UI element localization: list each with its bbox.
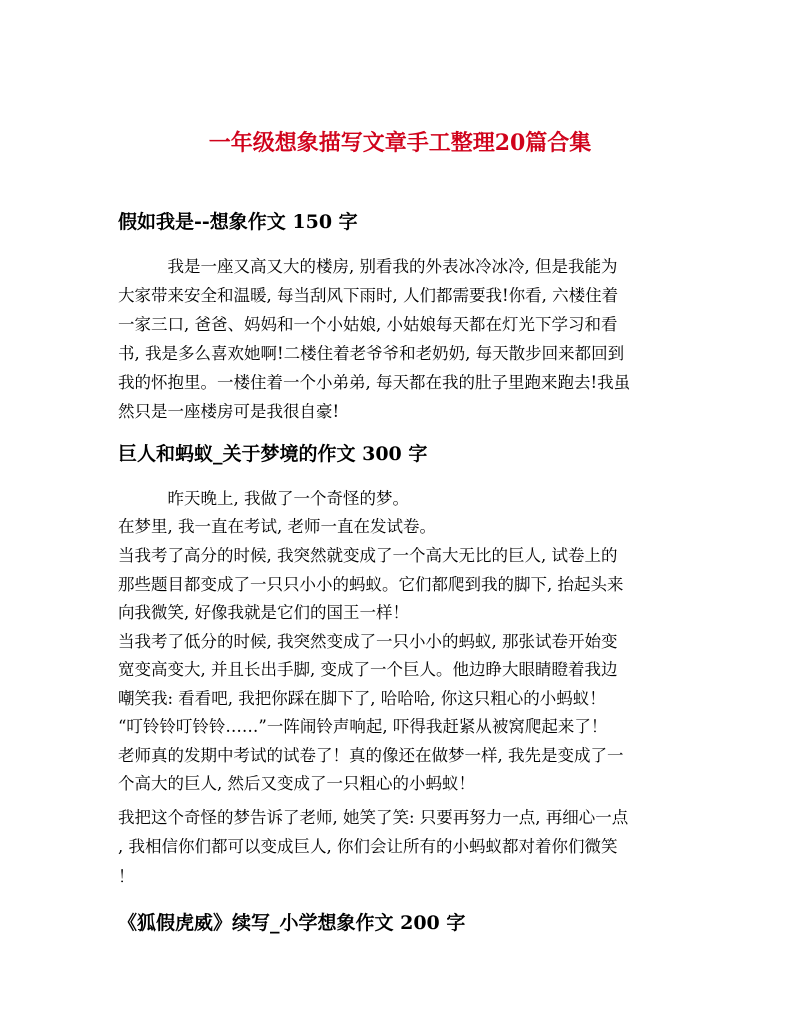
paragraph-line: 我是一座又高又大的楼房, 别看我的外表冰冷冰冷, 但是我能为 xyxy=(118,257,618,276)
section-heading: 巨人和蚂蚁_关于梦境的作文 300 字 xyxy=(118,443,428,465)
paragraph-line: 我的怀抱里。一楼住着一个小弟弟, 每天都在我的肚子里跑来跑去!我虽 xyxy=(118,373,631,392)
paragraph-line: ！ xyxy=(118,867,135,886)
section-heading: 假如我是--想象作文 150 字 xyxy=(118,211,358,233)
paragraph-line: 一家三口, 爸爸、妈妈和一个小姑娘, 小姑娘每天都在灯光下学习和看 xyxy=(118,315,618,334)
paragraph-line: 那些题目都变成了一只只小小的蚂蚁。它们都爬到我的脚下, 抬起头来 xyxy=(118,575,624,594)
paragraph-line: , 我相信你们都可以变成巨人, 你们会让所有的小蚂蚁都对着你们微笑 xyxy=(118,837,618,856)
paragraph-line: 在梦里, 我一直在考试, 老师一直在发试卷。 xyxy=(118,517,436,536)
paragraph-line: 宽变高变大, 并且长出手脚, 变成了一个巨人。他边睁大眼睛瞪着我边 xyxy=(118,660,618,679)
section-heading: 《狐假虎威》续写_小学想象作文 200 字 xyxy=(118,912,466,934)
paragraph-line: 当我考了高分的时候, 我突然就变成了一个高大无比的巨人, 试卷上的 xyxy=(118,546,618,565)
paragraph-line: 然只是一座楼房可是我很自豪! xyxy=(118,402,340,421)
paragraph-line: 个高大的巨人, 然后又变成了一只粗心的小蚂蚁！ xyxy=(118,774,475,793)
document-title: 一年级想象描写文章手工整理20篇合集 xyxy=(208,130,592,156)
paragraph-line: 大家带来安全和温暖, 每当刮风下雨时, 人们都需要我!你看, 六楼住着 xyxy=(118,286,619,305)
paragraph-line: 嘲笑我: 看看吧, 我把你踩在脚下了, 哈哈哈, 你这只粗心的小蚂蚁！ xyxy=(118,689,606,708)
paragraph-line: 昨天晚上, 我做了一个奇怪的梦。 xyxy=(118,489,409,508)
paragraph-line: “叮铃铃叮铃铃……”一阵闹铃声响起, 吓得我赶紧从被窝爬起来了！ xyxy=(118,717,608,736)
paragraph-line: 书, 我是多么喜欢她啊!二楼住着老爷爷和老奶奶, 每天散步回来都回到 xyxy=(118,344,625,363)
paragraph-line: 老师真的发期中考试的试卷了！真的像还在做梦一样, 我先是变成了一 xyxy=(118,746,624,765)
paragraph-line: 当我考了低分的时候, 我突然变成了一只小小的蚂蚁, 那张试卷开始变 xyxy=(118,632,618,651)
paragraph-line: 向我微笑, 好像我就是它们的国王一样！ xyxy=(118,603,409,622)
paragraph-line: 我把这个奇怪的梦告诉了老师, 她笑了笑: 只要再努力一点, 再细心一点 xyxy=(118,808,629,827)
